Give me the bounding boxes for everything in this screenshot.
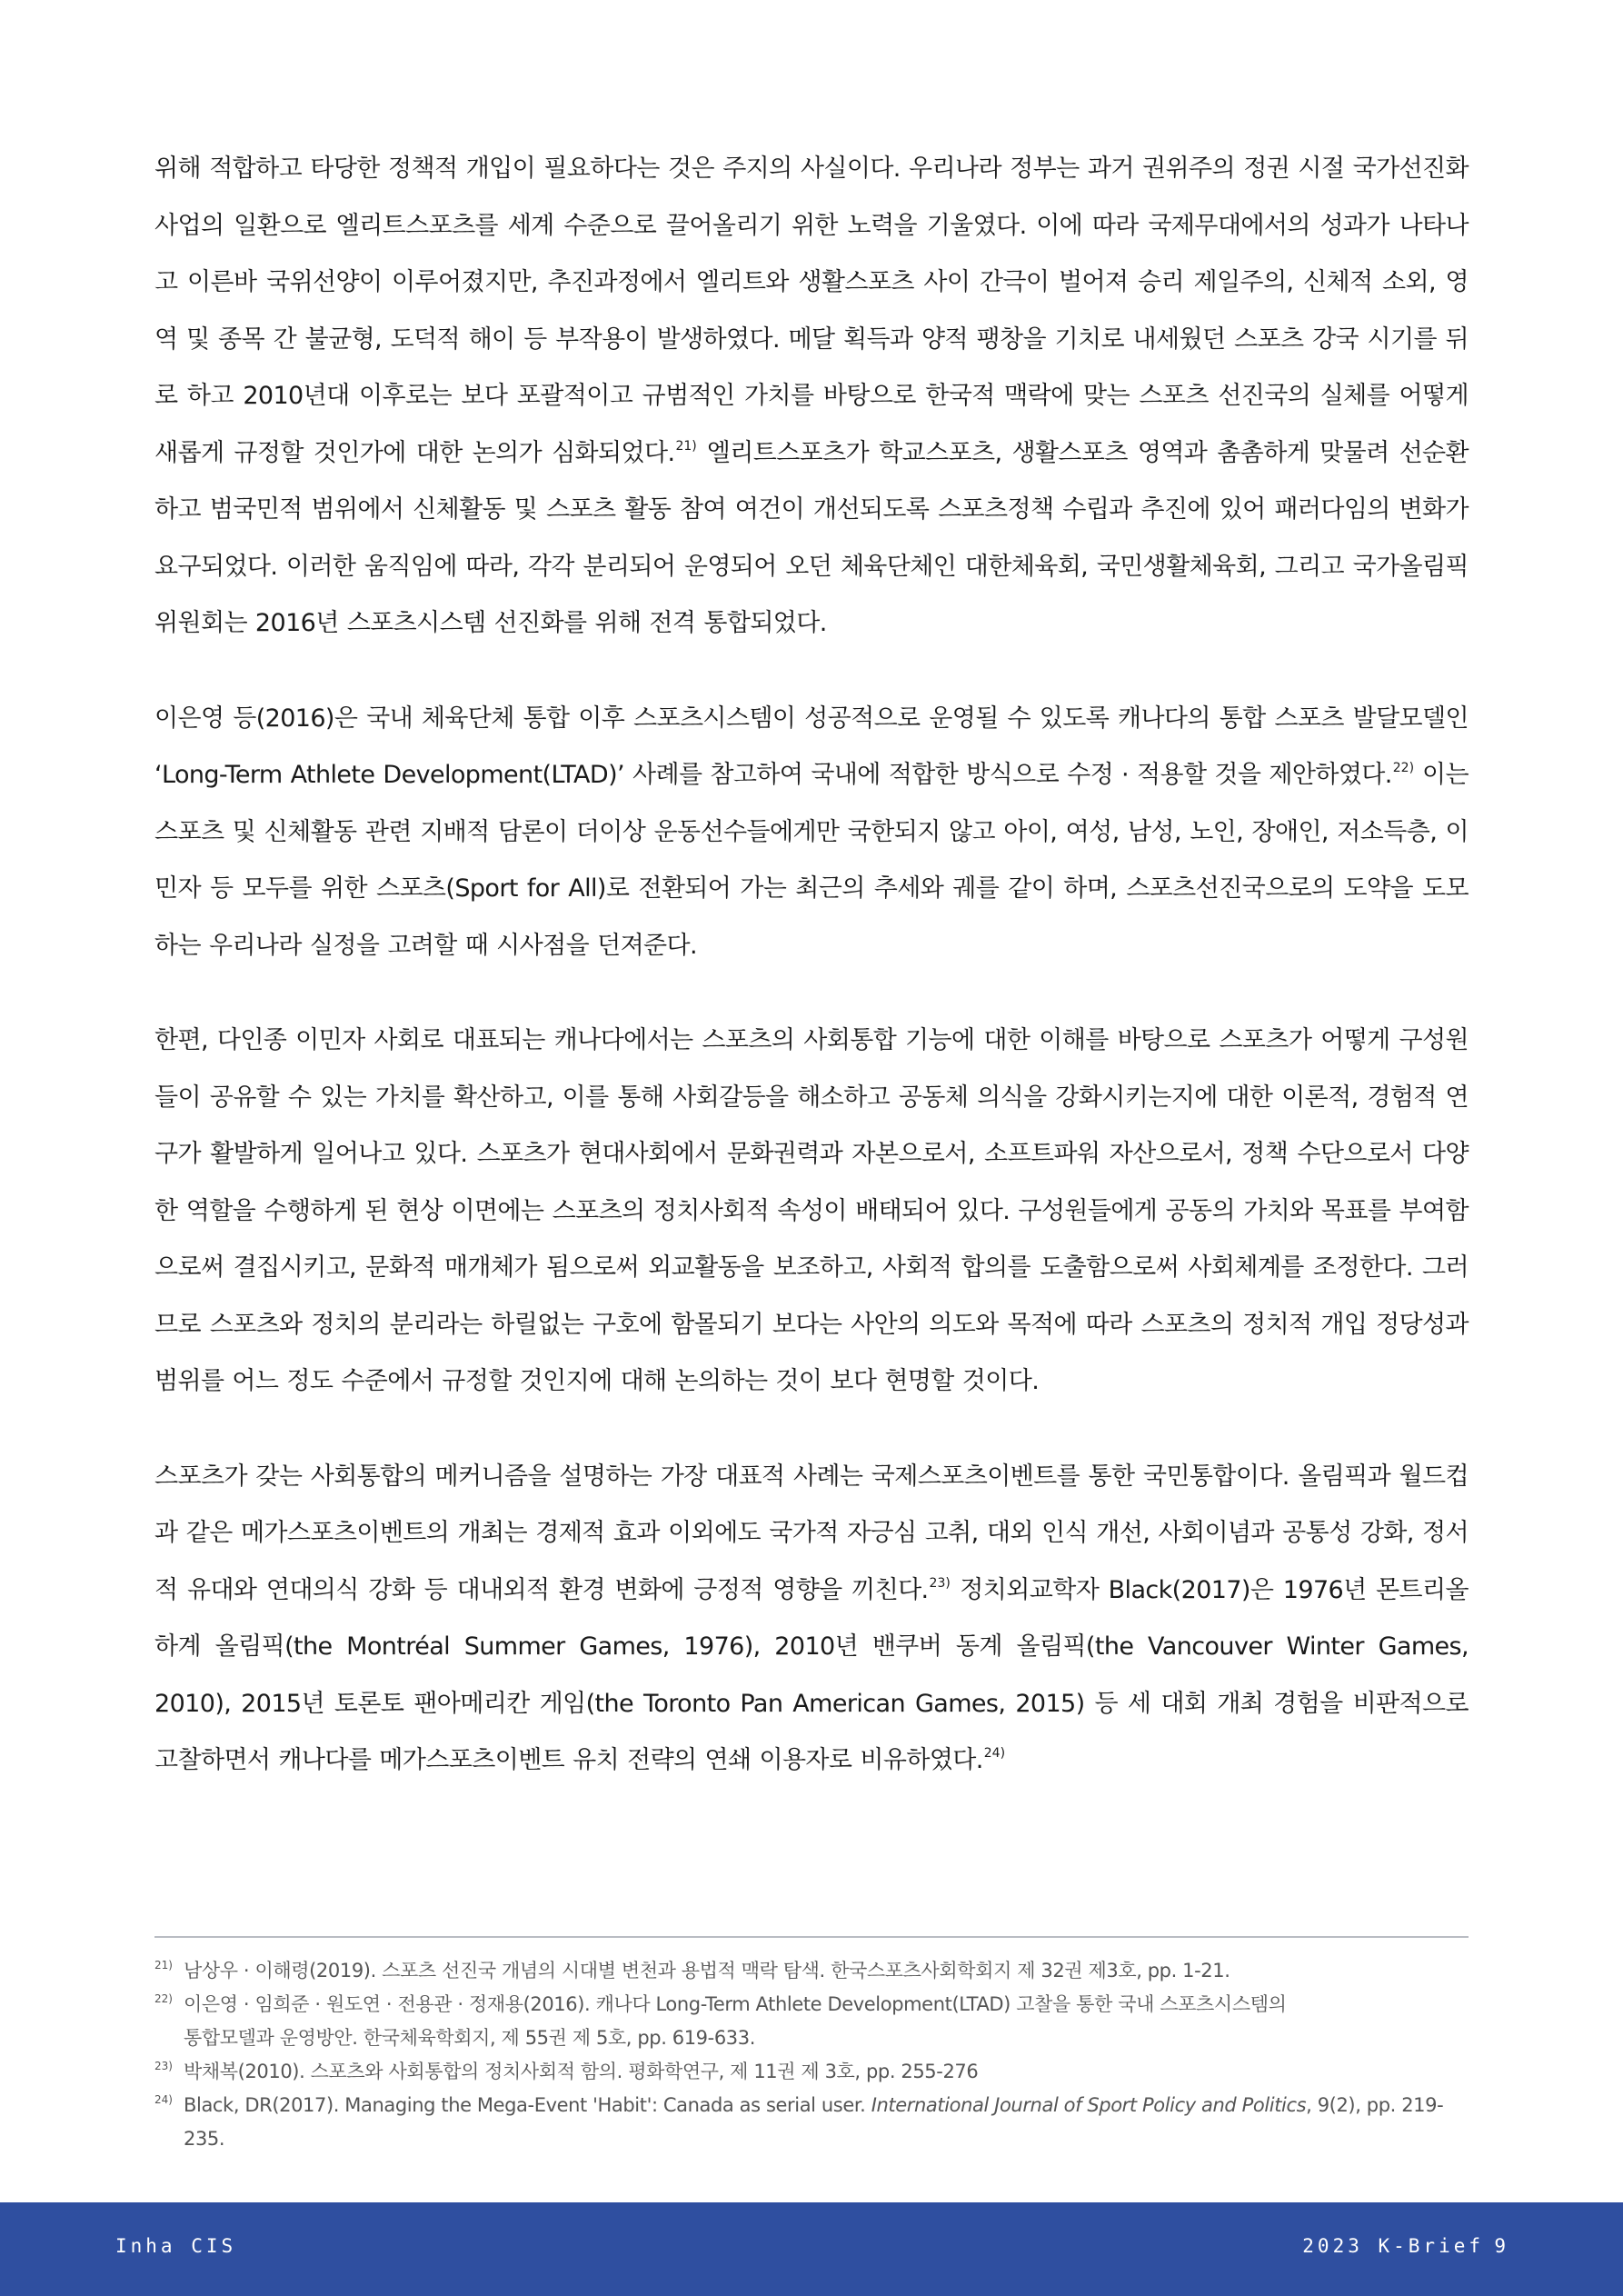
footnotes [154,1954,1469,2156]
paragraph-1 [154,141,1469,653]
footnote-21 [154,1954,1469,1988]
footnote-number: 23) [154,2060,173,2072]
paragraph-text: 엘리트스포츠가 학교스포츠, 생활스포츠 영역과 촘촘하게 맞물려 선순환 하고 범국민적 범위에서 신체활동 및 스포츠 활동 참여 여건이 개선되도록 스포츠정책 수립과 추진에 있어 패러다임의 변화가 요구되었다. 이러한 움직임에 따라, 각각 분리되어 운영되어 오던 체육단체인 대한체육회, 국민생활체육회, 그리고 국가올림픽위원회는 2016년 스포츠시스템 선진화를 위해 전격 통합되었다. [154,438,1469,637]
paragraph-text: 스포츠가 갖는 사회통합의 메커니즘을 설명하는 가장 대표적 사례는 국제스포츠이벤트를 통한 국민통합이다. 올림픽과 월드컵과 같은 메가스포츠이벤트의 개최는 경제적 효과 이외에도 국가적 자긍심 고취, 대외 인식 개선, 사회이념과 공통성 강화, 정서적 유대와 연대의식 강화 등 대내외적 환경 변화에 긍정적 영향을 끼친다. [154,1462,1469,1604]
footnote-text: Black, DR(2017). Managing the Mega-Event 'Habit': Canada as serial user. [184,2094,871,2116]
footnote-number: 24) [154,2093,173,2106]
footnote-ref-23[interactable]: 23) [929,1575,951,1591]
footer-publisher: Inha CIS [115,2235,237,2257]
page-footer [0,2202,1623,2296]
footnote-ref-21[interactable]: 21) [675,438,697,454]
footnote-number: 22) [154,1992,173,2005]
footnote-number: 21) [154,1959,173,1972]
footer-brief-title: 2023 K-Brief [1302,2235,1484,2257]
footnote-text: 박채복(2010). 스포츠와 사회통합의 정치사회적 함의. 평화학연구, 제 11권 제 3호, pp. 255-276 [184,2061,979,2082]
footnote-24 [154,2089,1469,2156]
paragraph-text: 정치외교학자 Black(2017)은 1976년 몬트리올 하계 올림픽(the Montréal Summer Games, 1976), 2010년 밴쿠버 동계 올림픽(the Vancouver Winter Games, 2010), 2015년 토론토 팬아메리칸 게임(the Toronto Pan American Games, 2015) 등 세 대회 개최 경험을 비판적으로 고찰하면서 캐나다를 메가스포츠이벤트 유치 전략의 연쇄 이용자로 비유하였다. [154,1575,1469,1774]
footnote-23 [154,2055,1469,2089]
paragraph-text: 한편, 다인종 이민자 사회로 대표되는 캐나다에서는 스포츠의 사회통합 기능에 대한 이해를 바탕으로 스포츠가 어떻게 구성원들이 공유할 수 있는 가치를 확산하고, 이를 통해 사회갈등을 해소하고 공동체 의식을 강화시키는지에 대한 이론적, 경험적 연구가 활발하게 일어나고 있다. 스포츠가 현대사회에서 문화권력과 자본으로서, 소프트파워 자산으로서, 정책 수단으로서 다양한 역할을 수행하게 된 현상 이면에는 스포츠의 정치사회적 속성이 배태되어 있다. 구성원들에게 공동의 가치와 목표를 부여함으로써 결집시키고, 문화적 매개체가 됨으로써 외교활동을 보조하고, 사회적 합의를 도출함으로써 사회체계를 조정한다. 그러므로 스포츠와 정치의 분리라는 하릴없는 구호에 함몰되기 보다는 사안의 의도와 목적에 따라 스포츠의 정치적 개입 정당성과 범위를 어느 정도 수준에서 규정할 것인지에 대해 논의하는 것이 보다 현명할 것이다. [154,1026,1469,1395]
footnote-ref-22[interactable]: 22) [1392,761,1415,775]
footnote-text: 이은영 · 임희준 · 원도연 · 전용관 · 정재용(2016). 캐나다 Long-Term Athlete Development(LTAD) 고찰을 통한 국내 스포츠시스템의 [184,1993,1287,2015]
paragraph-2 [154,691,1469,975]
paragraph-3 [154,1013,1469,1411]
main-content [154,141,1469,1828]
footnote-text-continued: , 9(2), pp. 219-235. [184,2094,1444,2150]
footnote-divider [154,1936,1469,1938]
paragraph-text: 위해 적합하고 타당한 정책적 개입이 필요하다는 것은 주지의 사실이다. 우리나라 정부는 과거 권위주의 정권 시절 국가선진화 사업의 일환으로 엘리트스포츠를 세계 수준으로 끌어올리기 위한 노력을 기울였다. 이에 따라 국제무대에서의 성과가 나타나고 이른바 국위선양이 이루어졌지만, 추진과정에서 엘리트와 생활스포츠 사이 간극이 벌어져 승리 제일주의, 신체적 소외, 영역 및 종목 간 불균형, 도덕적 해이 등 부작용이 발생하였다. 메달 획득과 양적 팽창을 기치로 내세웠던 스포츠 강국 시기를 뒤로 하고 2010년대 이후로는 보다 포괄적이고 규범적인 가치를 바탕으로 한국적 맥락에 맞는 스포츠 선진국의 실체를 어떻게 새롭게 규정할 것인가에 대한 논의가 심화되었다. [154,155,1469,467]
footnote-22 [154,1988,1469,2055]
page-number: 9 [1494,2235,1509,2257]
journal-title: International Journal of Sport Policy and Politics [871,2094,1307,2116]
paragraph-4 [154,1449,1469,1790]
paragraph-text: 이는 스포츠 및 신체활동 관련 지배적 담론이 더이상 운동선수들에게만 국한되지 않고 아이, 여성, 남성, 노인, 장애인, 저소득층, 이민자 등 모두를 위한 스포츠(Sport for All)로 전환되어 가는 최근의 추세와 궤를 같이 하며, 스포츠선진국으로의 도약을 도모하는 우리나라 실정을 고려할 때 시사점을 던져준다. [154,761,1469,960]
footnote-text-continued: 통합모델과 운영방안. 한국체육학회지, 제 55권 제 5호, pp. 619-633. [184,2027,755,2049]
footnote-text: 남상우 · 이해령(2019). 스포츠 선진국 개념의 시대별 변천과 용법적 맥락 탐색. 한국스포츠사회학회지 제 32권 제3호, pp. 1-21. [184,1960,1230,1982]
footnote-ref-24[interactable]: 24) [983,1746,1006,1761]
paragraph-text: 이은영 등(2016)은 국내 체육단체 통합 이후 스포츠시스템이 성공적으로 운영될 수 있도록 캐나다의 통합 스포츠 발달모델인 ‘Long-Term Athlete Development(LTAD)’ 사례를 참고하여 국내에 적합한 방식으로 수정 · 적용할 것을 제안하였다. [154,704,1469,789]
